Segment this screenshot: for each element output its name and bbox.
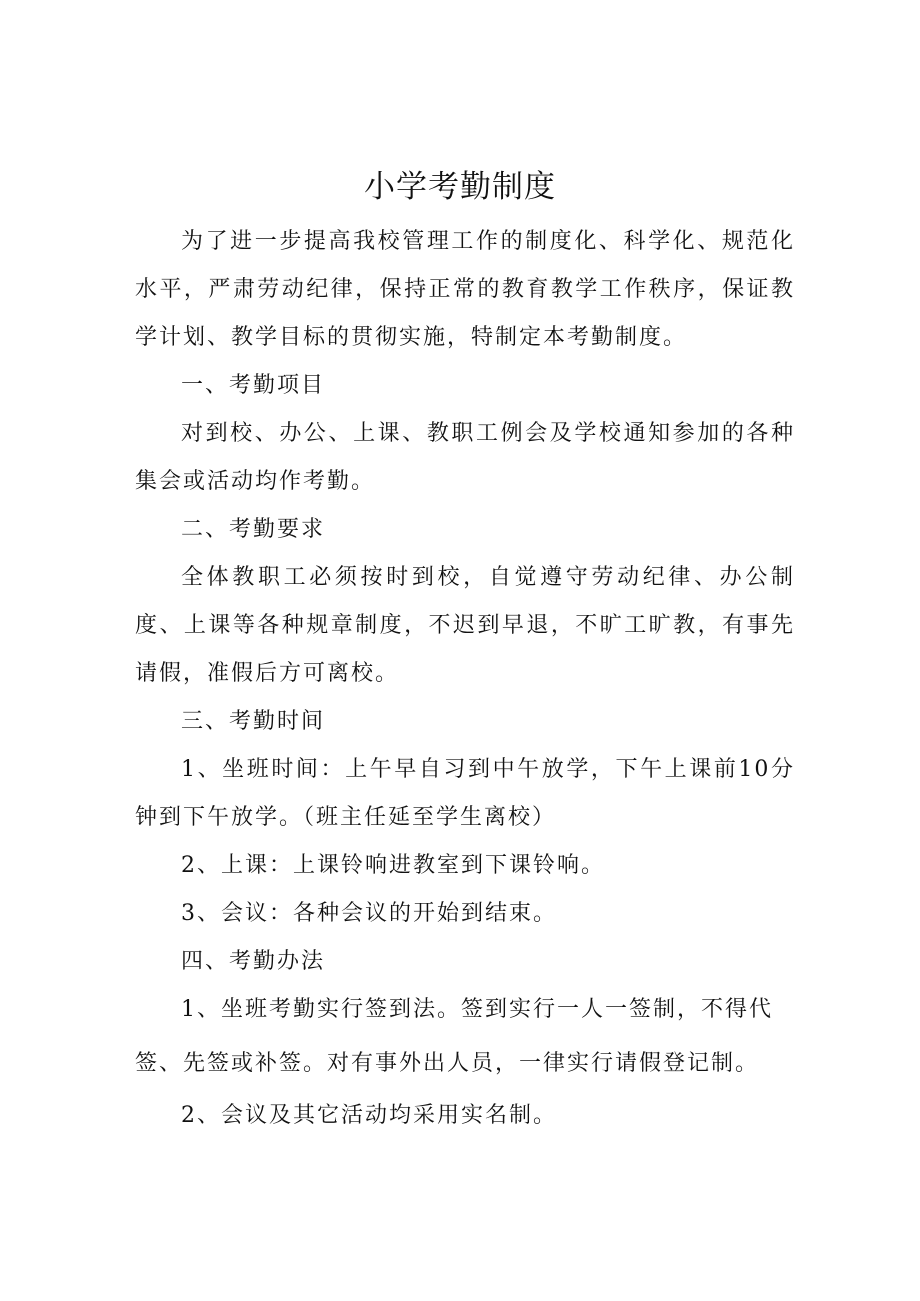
document-title: 小学考勤制度 [364,169,556,205]
section-3-item-1: 1、坐班时间：上午早自习到中午放学，下午上课前10分钟到下午放学。（班主任延至学生离校） [135,757,795,830]
section-4-item-1-line-2: 签、先签或补签。对有事外出人员，一律实行请假登记制。 [135,1051,760,1076]
section-4-item-1-line-1: 1、坐班考勤实行签到法。签到实行一人一签制，不得代 [181,997,773,1022]
section-1-body: 对到校、办公、上课、教职工例会及学校通知参加的各种集会或活动均作考勤。 [135,421,795,494]
section-3-heading: 三、考勤时间 [181,709,326,734]
section-1-heading: 一、考勤项目 [181,373,326,398]
intro-paragraph: 为了进一步提高我校管理工作的制度化、科学化、规范化水平，严肃劳动纪律，保持正常的教育教学工作秩序，保证教学计划、教学目标的贯彻实施，特制定本考勤制度。 [135,229,795,350]
section-3-item-3: 3、会议：各种会议的开始到结束。 [181,901,557,926]
section-4-heading: 四、考勤办法 [181,949,326,974]
section-4-item-2: 2、会议及其它活动均采用实名制。 [181,1103,557,1128]
section-2-heading: 二、考勤要求 [181,517,326,542]
section-3-item-2: 2、上课：上课铃响进教室到下课铃响。 [181,853,605,878]
section-2-body: 全体教职工必须按时到校，自觉遵守劳动纪律、办公制度、上课等各种规章制度，不迟到早退，不旷工旷教，有事先请假，准假后方可离校。 [135,565,795,686]
